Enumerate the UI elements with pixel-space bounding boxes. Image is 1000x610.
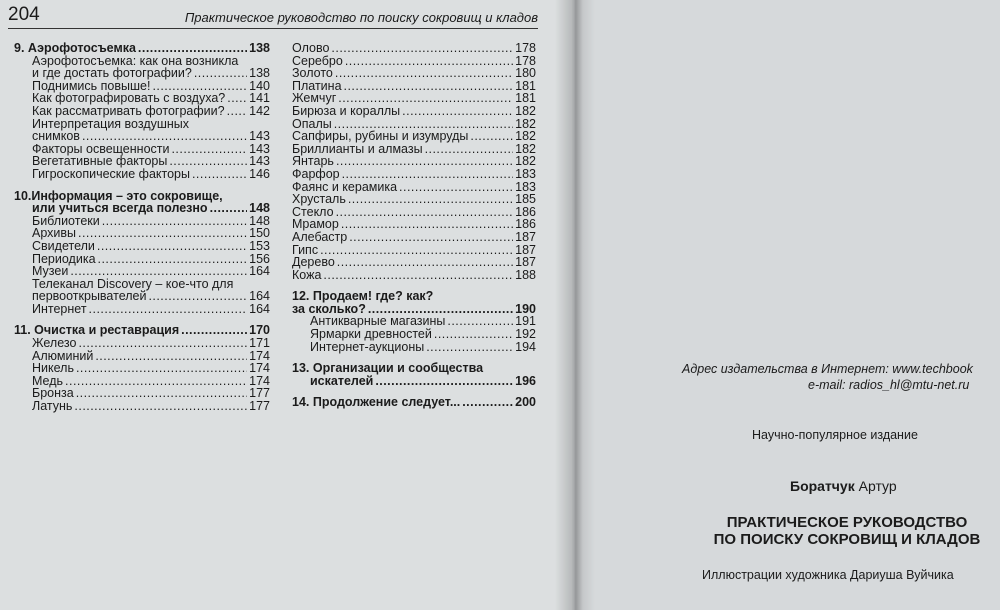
- toc-leader-dots: [320, 244, 513, 257]
- toc-leader-dots: [336, 155, 513, 168]
- toc-entry-title: Антикварные магазины: [310, 314, 446, 329]
- toc-entry: [14, 290, 270, 303]
- toc-entry: [292, 105, 536, 118]
- toc-leader-dots: [192, 168, 247, 181]
- toc-entry-page: 177: [249, 399, 270, 414]
- toc-leader-dots: [181, 324, 247, 337]
- toc-entry-page: 180: [515, 66, 536, 81]
- toc-entry-title: Олово: [292, 41, 330, 55]
- toc-entry: [292, 42, 536, 55]
- toc-entry-page: 156: [249, 251, 270, 266]
- toc-entry: [292, 130, 536, 143]
- toc-entry-title: Алюминий: [32, 348, 94, 363]
- toc-entry-title: Вегетативные факторы: [32, 154, 168, 169]
- toc-entry-title: Факторы освещенности: [32, 141, 170, 156]
- toc-leader-dots: [82, 130, 247, 143]
- toc-entry-title: Интернет: [32, 301, 87, 316]
- toc-entry: [292, 375, 536, 388]
- toc-entry-page: 140: [249, 78, 270, 93]
- toc-entry-title: Гигроскопические факторы: [32, 166, 190, 181]
- toc-leader-dots: [148, 290, 247, 303]
- toc-entry-title: Ярмарки древностей: [310, 327, 432, 342]
- toc-entry-page: 177: [249, 386, 270, 401]
- toc-entry-title: Музеи: [32, 264, 69, 279]
- toc-leader-dots: [227, 105, 248, 118]
- toc-entry-page: 138: [249, 41, 270, 55]
- toc-entry-page: 174: [249, 373, 270, 388]
- toc-entry: [14, 105, 270, 118]
- toc-leader-dots: [434, 328, 513, 341]
- toc-entry: [292, 168, 536, 181]
- toc-entry-title: Аэрофотосъемка: как она возникла: [32, 53, 239, 68]
- toc-leader-dots: [349, 231, 513, 244]
- toc-leader-dots: [138, 42, 247, 55]
- toc-entry-title: Свидетели: [32, 238, 95, 253]
- toc-entry-page: 182: [515, 154, 536, 169]
- toc-entry-title: 14. Продолжение следует...: [292, 395, 461, 410]
- toc-entry-page: 183: [515, 166, 536, 181]
- toc-leader-dots: [345, 55, 513, 68]
- toc-entry-page: 153: [249, 238, 270, 253]
- toc-entry: [292, 362, 536, 375]
- book-title-line1: ПРАКТИЧЕСКОЕ РУКОВОДСТВО: [726, 514, 968, 531]
- toc-entry: [292, 231, 536, 244]
- toc-entry-title: Алебастр: [292, 229, 348, 244]
- book-title-line2: ПО ПОИСКУ СОКРОВИЩ И КЛАДОВ: [713, 531, 981, 548]
- toc-entry-page: 187: [515, 255, 536, 270]
- toc-entry-page: 164: [249, 264, 270, 279]
- toc-entry-page: 170: [249, 323, 270, 338]
- illustrations-credit: Иллюстрации художника Дариуша Вуйчика: [702, 568, 954, 582]
- toc-leader-dots: [78, 227, 247, 240]
- toc-entry: [292, 290, 536, 303]
- toc-entry-title: Латунь: [32, 399, 73, 414]
- toc-entry-page: 143: [249, 141, 270, 156]
- toc-leader-dots: [336, 206, 514, 219]
- toc-entry-page: 182: [515, 103, 536, 118]
- toc-leader-dots: [337, 256, 513, 269]
- toc-leader-dots: [341, 218, 513, 231]
- toc-leader-dots: [194, 67, 247, 80]
- toc-leader-dots: [74, 400, 247, 413]
- toc-entry-title: за сколько?: [292, 301, 366, 316]
- toc-entry: [14, 362, 270, 375]
- toc-leader-dots: [210, 202, 248, 215]
- toc-entry-title: Серебро: [292, 53, 343, 68]
- toc-leader-dots: [70, 265, 247, 278]
- page-header: [8, 2, 538, 29]
- toc-entry: [14, 400, 270, 413]
- page-number: 204: [8, 4, 40, 25]
- toc-entry-title: Периодика: [32, 251, 96, 266]
- toc-entry-page: 190: [515, 301, 536, 316]
- toc-entry: [14, 337, 270, 350]
- toc-column-left: [14, 42, 270, 413]
- toc-leader-dots: [426, 341, 513, 354]
- toc-entry: [14, 303, 270, 316]
- toc-leader-dots: [342, 168, 514, 181]
- toc-leader-dots: [338, 92, 513, 105]
- toc-leader-dots: [169, 155, 247, 168]
- toc-entry: [292, 269, 536, 282]
- toc-entry: [292, 341, 536, 354]
- toc-entry-title: Дерево: [292, 255, 335, 270]
- toc-entry: [292, 328, 536, 341]
- toc-entry-page: 164: [249, 289, 270, 304]
- toc-entry-title: Бриллианты и алмазы: [292, 141, 423, 156]
- edition-type: Научно-популярное издание: [752, 428, 918, 442]
- toc-entry-title: Архивы: [32, 226, 77, 241]
- toc-entry-title: Как фотографировать с воздуха?: [32, 91, 226, 106]
- toc-entry: [14, 67, 270, 80]
- toc-leader-dots: [323, 269, 513, 282]
- toc-entry-title: Бирюза и кораллы: [292, 103, 401, 118]
- toc-leader-dots: [76, 362, 247, 375]
- toc-entry-title: Фарфор: [292, 166, 340, 181]
- toc-entry: [14, 130, 270, 143]
- toc-entry: [292, 67, 536, 80]
- toc-entry: [14, 168, 270, 181]
- toc-entry-page: 143: [249, 154, 270, 169]
- toc-leader-dots: [375, 375, 513, 388]
- author-surname: Боратчук: [790, 478, 855, 494]
- toc-entry-title: Опалы: [292, 116, 332, 131]
- toc-entry-title: и где достать фотографии?: [32, 66, 192, 81]
- toc-entry-title: Сапфиры, рубины и изумруды: [292, 129, 469, 144]
- toc-entry-title: Библиотеки: [32, 213, 100, 228]
- toc-entry-title: Гипс: [292, 242, 319, 257]
- toc-entry-page: 174: [249, 348, 270, 363]
- toc-entry-page: 194: [515, 339, 536, 354]
- toc-entry-title: Жемчуг: [292, 91, 337, 106]
- toc-entry-title: Интернет-аукционы: [310, 339, 425, 354]
- toc-entry: [292, 193, 536, 206]
- toc-leader-dots: [402, 105, 513, 118]
- toc-entry-page: 196: [515, 373, 536, 388]
- toc-entry-page: 182: [515, 141, 536, 156]
- right-page: [572, 0, 1000, 610]
- author-name: Артур: [858, 478, 897, 494]
- toc-entry-page: 141: [249, 91, 270, 106]
- toc-leader-dots: [227, 92, 247, 105]
- toc-leader-dots: [447, 315, 513, 328]
- toc-entry-page: 185: [515, 192, 536, 207]
- toc-entry-title: Поднимись повыше!: [32, 78, 151, 93]
- toc-leader-dots: [171, 143, 247, 156]
- toc-entry-page: 191: [515, 314, 536, 329]
- toc-entry-title: Бронза: [32, 386, 74, 401]
- toc-entry-page: 182: [515, 129, 536, 144]
- toc-leader-dots: [470, 130, 513, 143]
- toc-entry-title: 9. Аэрофотосъемка: [14, 41, 136, 55]
- toc-entry-title: Телеканал Discovery – кое-что для: [32, 276, 234, 291]
- publisher-address: Адрес издательства в Интернет: www.techbook: [682, 362, 973, 376]
- toc-entry: [14, 265, 270, 278]
- toc-entry-title: Платина: [292, 78, 342, 93]
- toc-entry-page: 181: [515, 78, 536, 93]
- toc-leader-dots: [335, 67, 513, 80]
- toc-entry-title: Как рассматривать фотографии?: [32, 103, 225, 118]
- toc-entry-title: Железо: [32, 336, 77, 351]
- toc-column-right: [292, 42, 536, 409]
- toc-entry-page: 186: [515, 217, 536, 232]
- toc-entry-page: 183: [515, 179, 536, 194]
- toc-entry: [292, 256, 536, 269]
- toc-entry-page: 171: [249, 336, 270, 351]
- toc-entry-page: 150: [249, 226, 270, 241]
- toc-entry-page: 178: [515, 41, 536, 55]
- toc-leader-dots: [348, 193, 513, 206]
- toc-entry-title: Мрамор: [292, 217, 339, 232]
- toc-entry-title: первооткрывателей: [32, 289, 147, 304]
- toc-entry: [14, 240, 270, 253]
- toc-entry-title: Интерпретация воздушных: [32, 116, 190, 131]
- toc-leader-dots: [89, 303, 248, 316]
- toc-leader-dots: [95, 350, 247, 363]
- toc-entry-title: Фаянс и керамика: [292, 179, 398, 194]
- toc-entry-page: 178: [515, 53, 536, 68]
- toc-entry-title: 13. Организации и сообщества: [292, 361, 484, 376]
- toc-entry-title: Золото: [292, 66, 333, 81]
- toc-leader-dots: [102, 215, 247, 228]
- toc-entry-title: Хрусталь: [292, 192, 346, 207]
- toc-leader-dots: [76, 387, 247, 400]
- toc-entry-page: 181: [515, 91, 536, 106]
- toc-entry-title: снимков: [32, 129, 80, 144]
- toc-leader-dots: [462, 396, 513, 409]
- toc-entry-page: 187: [515, 229, 536, 244]
- publisher-email: e-mail: radios_hl@mtu-net.ru: [808, 378, 970, 392]
- toc-entry: [14, 42, 270, 55]
- toc-entry-title: Янтарь: [292, 154, 334, 169]
- toc-entry-title: Медь: [32, 373, 64, 388]
- toc-entry-title: Кожа: [292, 267, 322, 282]
- toc-entry-page: 146: [249, 166, 270, 181]
- toc-entry-page: 143: [249, 129, 270, 144]
- toc-entry-title: Стекло: [292, 204, 334, 219]
- toc-entry-page: 200: [515, 395, 536, 410]
- toc-leader-dots: [425, 143, 514, 156]
- toc-leader-dots: [65, 375, 247, 388]
- toc-entry-page: 187: [515, 242, 536, 257]
- toc-leader-dots: [331, 42, 513, 55]
- toc-leader-dots: [78, 337, 247, 350]
- toc-entry: [14, 202, 270, 215]
- toc-entry-page: 164: [249, 301, 270, 316]
- toc-entry-page: 148: [249, 213, 270, 228]
- toc-entry: [292, 396, 536, 409]
- book-title: [712, 514, 982, 548]
- toc-entry-page: 186: [515, 204, 536, 219]
- book-gutter-shadow: [555, 0, 595, 610]
- toc-entry-page: 188: [515, 267, 536, 282]
- toc-entry-page: 174: [249, 361, 270, 376]
- toc-leader-dots: [98, 253, 248, 266]
- toc-entry-title: или учиться всегда полезно: [32, 201, 208, 216]
- running-title: Практическое руководство по поиску сокровищ и кладов: [184, 10, 538, 25]
- toc-leader-dots: [399, 181, 513, 194]
- author: [790, 478, 897, 494]
- toc-entry-page: 138: [249, 66, 270, 81]
- toc-entry-title: искателей: [310, 373, 374, 388]
- toc-leader-dots: [344, 80, 514, 93]
- toc-entry-title: 11. Очистка и реставрация: [14, 323, 180, 338]
- toc-entry-page: 142: [249, 103, 270, 118]
- toc-entry-page: 192: [515, 327, 536, 342]
- toc-entry-title: 12. Продаем! где? как?: [292, 289, 434, 304]
- toc-entry-page: 182: [515, 116, 536, 131]
- toc-entry-title: Никель: [32, 361, 74, 376]
- toc-entry-page: 148: [249, 201, 270, 216]
- toc-leader-dots: [97, 240, 247, 253]
- toc-entry-title: 10.Информация – это сокровище,: [14, 188, 223, 203]
